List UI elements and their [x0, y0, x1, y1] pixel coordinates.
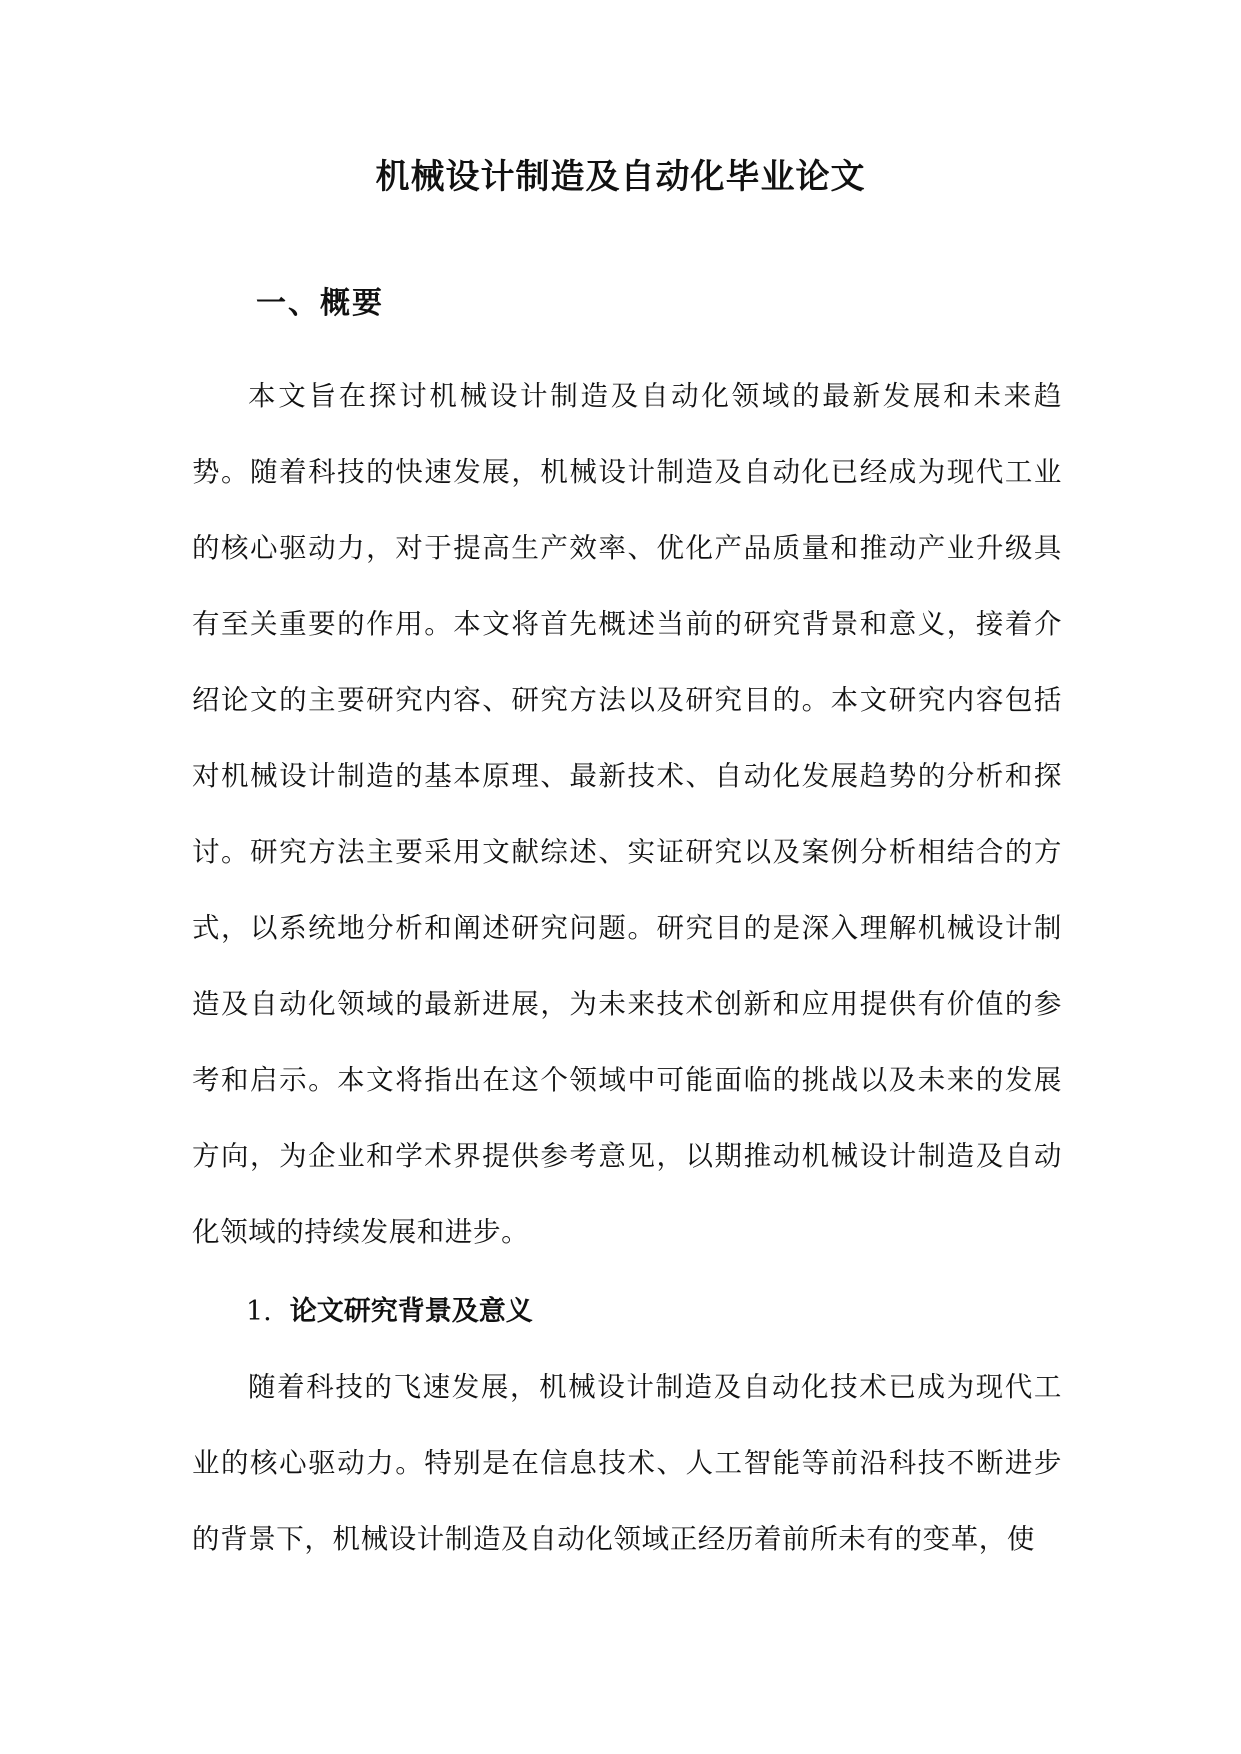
subsection-number: 1. — [246, 1296, 272, 1327]
overview-paragraph: 本文旨在探讨机械设计制造及自动化领域的最新发展和未来趋势。随着科技的快速发展，机械设计制造及自动化已经成为现代工业的核心驱动力，对于提高生产效率、优化产品质量和推动产业升级具有至关重要的作用。本文将首先概述当前的研究背景和意义，接着介绍论文的主要研究内容、研究方法以及研究目的。本文研究内容包括对机械设计制造的基本原理、最新技术、自动化发展趋势的分析和探讨。研究方法主要采用文献综述、实证研究以及案例分析相结合的方式，以系统地分析和阐述研究问题。研究目的是深入理解机械设计制造及自动化领域的最新进展，为未来技术创新和应用提供有价值的参考和启示。本文将指出在这个领域中可能面临的挑战以及未来的发展方向，为企业和学术界提供参考意见，以期推动机械设计制造及自动化领域的持续发展和进步。 — [192, 380, 1062, 1248]
subsection-heading-background — [246, 1292, 533, 1332]
document-title: 机械设计制造及自动化毕业论文 — [375, 157, 866, 197]
subsection-heading-text: 论文研究背景及意义 — [289, 1296, 533, 1327]
section-heading-overview: 一、概要 — [256, 286, 384, 321]
background-paragraph: 随着科技的飞速发展，机械设计制造及自动化技术已成为现代工业的核心驱动力。特别是在信息技术、人工智能等前沿科技不断进步的背景下，机械设计制造及自动化领域正经历着前所未有的变革，使 — [192, 1371, 1062, 1555]
